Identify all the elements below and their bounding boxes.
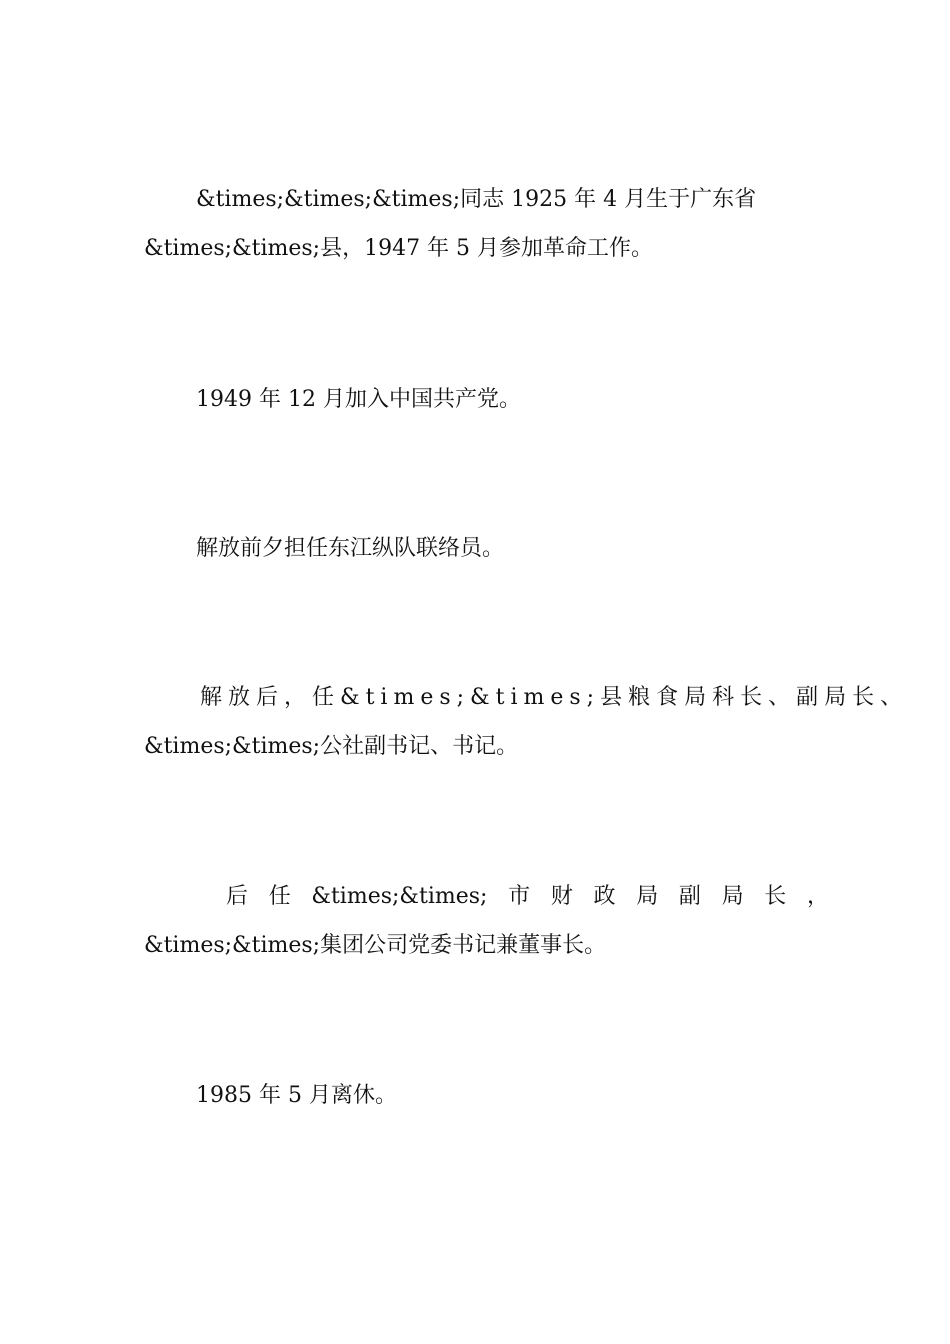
paragraph-retirement: [144, 1071, 829, 1120]
spread-char: 长: [764, 884, 787, 909]
paragraph-line: &times;&times;公社副书记、书记。: [144, 734, 519, 759]
spread-char: 局: [636, 884, 659, 909]
paragraph-birth: [144, 175, 829, 273]
paragraph-post-liberation: [144, 673, 909, 771]
spread-char: 市: [508, 884, 531, 909]
spread-char: 任: [268, 884, 291, 909]
paragraph-line: &times;&times;县，1947 年 5 月参加革命工作。: [144, 236, 654, 261]
spread-char: ，: [806, 884, 829, 909]
spread-char: &times;&times;: [311, 884, 488, 909]
paragraph-line: 解放前夕担任东江纵队联络员。: [196, 536, 505, 561]
paragraph-party: [144, 375, 829, 424]
paragraph-line: &times;&times;集团公司党委书记兼董事长。: [144, 933, 607, 958]
spread-char: 财: [550, 884, 573, 909]
spread-char: 局: [721, 884, 744, 909]
paragraph-line-spread: [144, 872, 829, 921]
spread-char: 后: [226, 884, 249, 909]
paragraph-line: &times;&times;&times;同志 1925 年 4 月生于广东省: [196, 187, 757, 212]
spread-char: 副: [678, 884, 701, 909]
paragraph-pre-liberation: [144, 524, 829, 573]
paragraph-line: 1949 年 12 月加入中国共产党。: [196, 387, 521, 412]
spread-char: 政: [593, 884, 616, 909]
paragraph-later-positions: [144, 872, 829, 970]
paragraph-line: 解放后，任&times;&times;县粮食局科长、副局长、: [200, 685, 909, 710]
paragraph-line: 1985 年 5 月离休。: [196, 1083, 397, 1108]
